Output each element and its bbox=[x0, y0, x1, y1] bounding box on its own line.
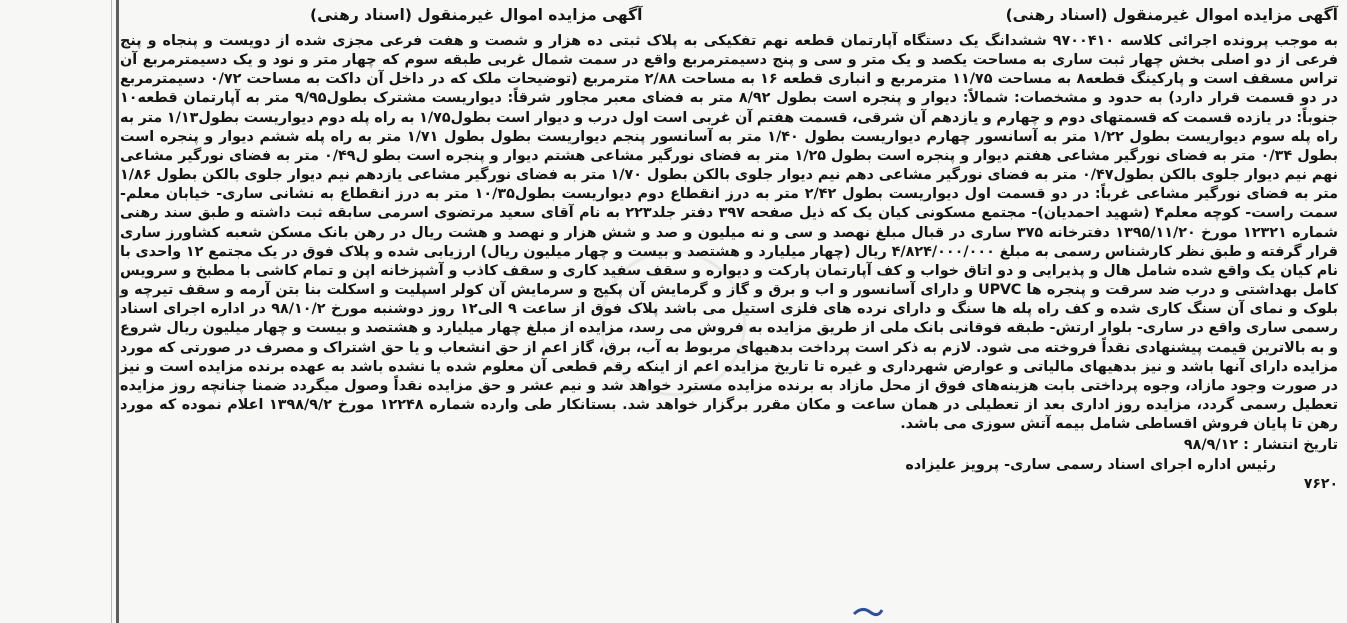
notice-body: به موجب پرونده اجرائی کلاسه ۹۷۰۰۴۱۰ ششدانگ یک دستگاه آپارتمان قطعه نهم تفکیکی به پلاک ثبتی ده هزار و شصت و هفت فرعی مجزی شده از دویست و پنجاه و پنج فرعی از دو اصلی بخش چهار ثبت ساری به مساحت یکصد و یک متر و سی و پنج دسیمترمربع واقع در سمت شمال غربی طبقه سوم که چهار متر و نود و یک دسیمترمربع آن تراس مسقف است و پارکینگ قطعه۸ به مساحت ۱۱/۷۵ مترمربع و انباری قطعه ۱۶ به مساحت ۲/۸۸ مترمربع (توضیحات ملک که در داخل آن داکت به مساحت ۰/۷۲ دسیمترمربع در دو قسمت قرار دارد) به حدود و مشخصات: شمالاً: دیوار و پنجره است بطول ۸/۹۲ متر به فضای معبر مجاور شرقاً: دیواریست مشترک بطول۹/۹۵ متر به آپارتمان قطعه۱۰ جنوباً: در یازده قسمت که قسمتهای دوم و چهارم و یازدهم آن شرقی، قسمت هفتم آن غربی است اول درب و دیوار است بطول۱/۷۵ به راه پله دوم دیواریست بطول۱/۱۳ متر به راه پله سوم دیواریست بطول ۱/۲۲ متر به آسانسور چهارم دیواریست بطول ۱/۴۰ متر به آسانسور پنجم دیواریست بطول بطول ۱/۷۱ متر به راه پله ششم دیوار و پنجره است بطول ۰/۳۴ متر به فضای نورگیر مشاعی هفتم دیوار و پنجره است بطول ۱/۲۵ متر به فضای نورگیر مشاعی هشتم دیوار و پنجره است بطو ل۰/۴۹ متر به فضای نورگیر مشاعی نهم نیم دیوار جلوی بالکن بطول۰/۴۷ متر به فضای نورگیر مشاعی دهم نیم دیوار جلوی بالکن بطول ۱/۷۰ متر به فضای نورگیر مشاعی یازدهم نیم دیوار جلوی بالکن بطول ۱/۸۶ متر به فضای نورگیر مشاعی غرباً: در دو قسمت اول دیواریست بطول ۲/۴۲ متر به درز انقطاع دوم دیواریست بطول۱۰/۳۵ متر به درز انقطاع به نشانی ساری- خیابان معلم- سمت راست- کوچه معلم۴ (شهید احمدیان)- مجتمع مسکونی کیان یک که ذیل صفحه ۳۹۷ دفتر جلد۲۲۳ به نام آقای سعید مرتضوی اسرمی سابقه ثبت داشته و طبق سند رهنی شماره ۱۲۳۲۱ مورخ ۱۳۹۵/۱۱/۲۰ دفترخانه ۳۷۵ ساری در قبال مبلغ نهصد و سی و نه میلیون و صد و شش هزار و نهصد و هشت ریال در رهن بانک مسکن شعبه کشاورز ساری قرار گرفته و طبق نظر کارشناس رسمی به مبلغ ۴/۸۲۴/۰۰۰/۰۰۰ ریال (چهار میلیارد و هشتصد و بیست و چهار میلیون ریال) ارزیابی شده و پلاک فوق در یک مجتمع ۱۲ واحدی با نام کیان یک واقع شده شامل هال و پذیرایی و دو اتاق خواب و کف آپارتمان پارکت و دیواره و سقف سفید کاری و سقف کاذب و آشپزخانه اپن و تمام کاشی با مطبخ و سرویس کامل بهداشتی و درب ضد سرقت و پنجره ها UPVC و دارای آسانسور و اب و برق و گاز و گرمایش آن پکیج و سرمایش آن کولر اسپلیت و اسکلت بنا بتن آرمه و سقف تیرچه و بلوک و نمای آن سنگ کاری شده و کف راه پله ها سنگ و دارای نرده های فلزی استیل می باشد پلاک فوق از ساعت ۹ الی۱۲ روز دوشنبه مورخ ۹۸/۱۰/۲ در اداره اجرای اسناد رسمی ساری واقع در ساری- بلوار ارتش- طبقه فوقانی بانک ملی از طریق مزایده به فروش می رسد، مزایده از مبلغ چهار میلیارد و هشتصد و بیست و چهار میلیون ریال شروع و به بالاترین قیمت پیشنهادی نقداً فروخته می شود. لازم به ذکر است پرداخت بدهیهای مربوط به آب، برق، گاز اعم از حق انشعاب و یا حق اشتراک و مصرف در صورتی که مورد مزایده دارای آنها باشد و نیز بدهیهای مالیاتی و عوارض شهرداری و غیره تا تاریخ مزایده اعم از اینکه رقم قطعی آن معلوم شده یا نشده باشد به عهده برنده مزایده است و نیز در صورت وجود مازاد، وجوه پرداختی بابت هزینه‌های فوق از محل مازاد به برنده مزایده مسترد خواهد شد و نیم عشر و حق مزایده نقداً وصول میگردد ضمنا چنانچه روز مزایده تعطیل رسمی گردد، مزایده روز اداری بعد از تعطیلی در همان ساعت و مکان مقرر برگزار خواهد شد. بستانکار طی وارده شماره ۱۲۲۴۸ مورخ ۱۳۹۸/۹/۲ اعلام نموده که مورد رهن تا پایان فروش اقساطی شامل بیمه آتش سوزی می باشد. bbox=[120, 33, 1339, 433]
signature: رئیس اداره اجرای اسناد رسمی ساری- پرویز علیزاده bbox=[905, 456, 1276, 473]
ad-code: ۷۶۲۰ bbox=[1303, 476, 1338, 493]
notice-title: آگهی مزایده اموال غیرمنقول (اسناد رهنی) bbox=[1005, 6, 1338, 24]
paper-fold-shadow bbox=[111, 0, 112, 623]
notice-title-repeat: آگهی مزایده اموال غیرمنقول (اسناد رهنی) bbox=[310, 6, 643, 24]
notice-title-row bbox=[120, 6, 1338, 28]
auction-notice bbox=[120, 6, 1338, 602]
ink-mark-icon bbox=[852, 604, 884, 618]
publish-date: تاریخ انتشار : ۹۸/۹/۱۲ bbox=[1183, 437, 1338, 454]
paper-fold-line bbox=[116, 0, 119, 623]
notice-footer bbox=[120, 436, 1338, 495]
